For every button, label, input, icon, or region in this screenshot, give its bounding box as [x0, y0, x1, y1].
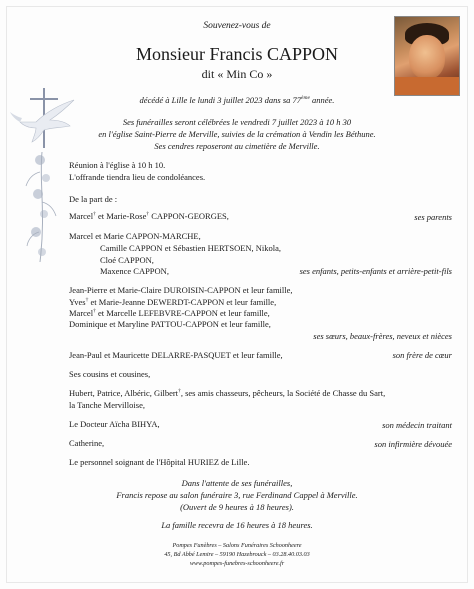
- children-line-2: Camille CAPPON et Sébastien HERTSOEN, Nikola,: [100, 243, 282, 253]
- friend-line: Jean-Paul et Mauricette DELARRE-PASQUET et leur famille,: [69, 350, 283, 360]
- siblings-line-2: Yves† et Marie-Jeanne DEWERDT-CAPPON et leur famille,: [69, 297, 277, 307]
- cousins-line: Ses cousins et cousines,: [69, 369, 151, 379]
- footer-link[interactable]: www.pompes-funebres-schoonheere.fr: [189, 560, 285, 567]
- siblings-line-3: Marcel† et Marcelle LEFEBVRE-CAPPON et leur famille,: [69, 308, 270, 318]
- children-line-1: Marcel et Marie CAPPON-MARCHE,: [69, 231, 201, 241]
- parents-role: ses parents: [414, 212, 452, 222]
- funeral-line-2: en l'église Saint-Pierre de Merville, suivies de la crémation à Vendin les Béthune.: [98, 129, 376, 139]
- siblings-line-4: Dominique et Maryline PATTOU-CAPPON et leur famille,: [69, 319, 271, 329]
- attente-line-3: (Ouvert de 9 heures à 18 heures).: [180, 502, 294, 512]
- children-role: ses enfants, petits-enfants et arrière-petit-fils: [299, 266, 452, 276]
- friends-line-1: Hubert, Patrice, Albéric, Gilbert†, ses amis chasseurs, pêcheurs, la Société de Chasse du Sart,: [69, 388, 386, 398]
- death-line: décédé à Lille le lundi 3 juillet 2023 dans sa 77ème année.: [139, 95, 335, 105]
- funeral-line-1: Ses funérailles seront célébrées le vendredi 7 juillet 2023 à 10 h 30: [122, 117, 352, 127]
- friend-role: son frère de cœur: [392, 350, 452, 360]
- attente-line-1: Dans l'attente de ses funérailles,: [181, 478, 293, 488]
- parents-line: Marcel† et Marie-Rose† CAPPON-GEORGES,: [69, 211, 229, 221]
- doctor-role: son médecin traitant: [382, 420, 452, 430]
- reunion-line-2: L'offrande tiendra lieu de condoléances.: [69, 172, 206, 182]
- nurse-role: son infirmière dévouée: [374, 439, 452, 449]
- doctor-line: Le Docteur Aïcha BIHYA,: [69, 419, 160, 429]
- deceased-name: Monsieur Francis CAPPON: [135, 44, 338, 64]
- nurse-line: Catherine,: [69, 438, 105, 448]
- reunion-line-1: Réunion à l'église à 10 h 10.: [69, 160, 166, 170]
- cross-dove-decoration: [6, 82, 78, 272]
- footer-line-1: Pompes Funèbres – Salons Funéraires Schoonheere: [172, 542, 302, 549]
- siblings-line-1: Jean-Pierre et Marie-Claire DUROISIN-CAPPON et leur famille,: [69, 285, 293, 295]
- attente-line-4: La famille recevra de 16 heures à 18 heures.: [161, 520, 313, 530]
- funeral-line-3: Ses cendres reposeront au cimetière de Merville.: [154, 141, 320, 151]
- children-line-4: Maxence CAPPON,: [100, 266, 169, 276]
- family-intro: De la part de :: [69, 194, 118, 204]
- souvenez-text: Souvenez-vous de: [203, 21, 271, 31]
- siblings-role: ses sœurs, beaux-frères, neveux et nièces: [313, 331, 452, 341]
- hospital-line: Le personnel soignant de l'Hôpital HURIEZ de Lille.: [69, 457, 250, 467]
- friends-line-2: la Tanche Mervilloise,: [69, 400, 145, 410]
- footer-line-2: 45, Bd Abbé Lemire – 59190 Hazebrouck – 03.28.40.03.03: [164, 551, 310, 558]
- attente-line-2: Francis repose au salon funéraire 3, rue Ferdinand Cappel à Merville.: [116, 490, 358, 500]
- children-line-3: Cloé CAPPON,: [100, 255, 154, 265]
- nickname: dit « Min Co »: [201, 67, 273, 81]
